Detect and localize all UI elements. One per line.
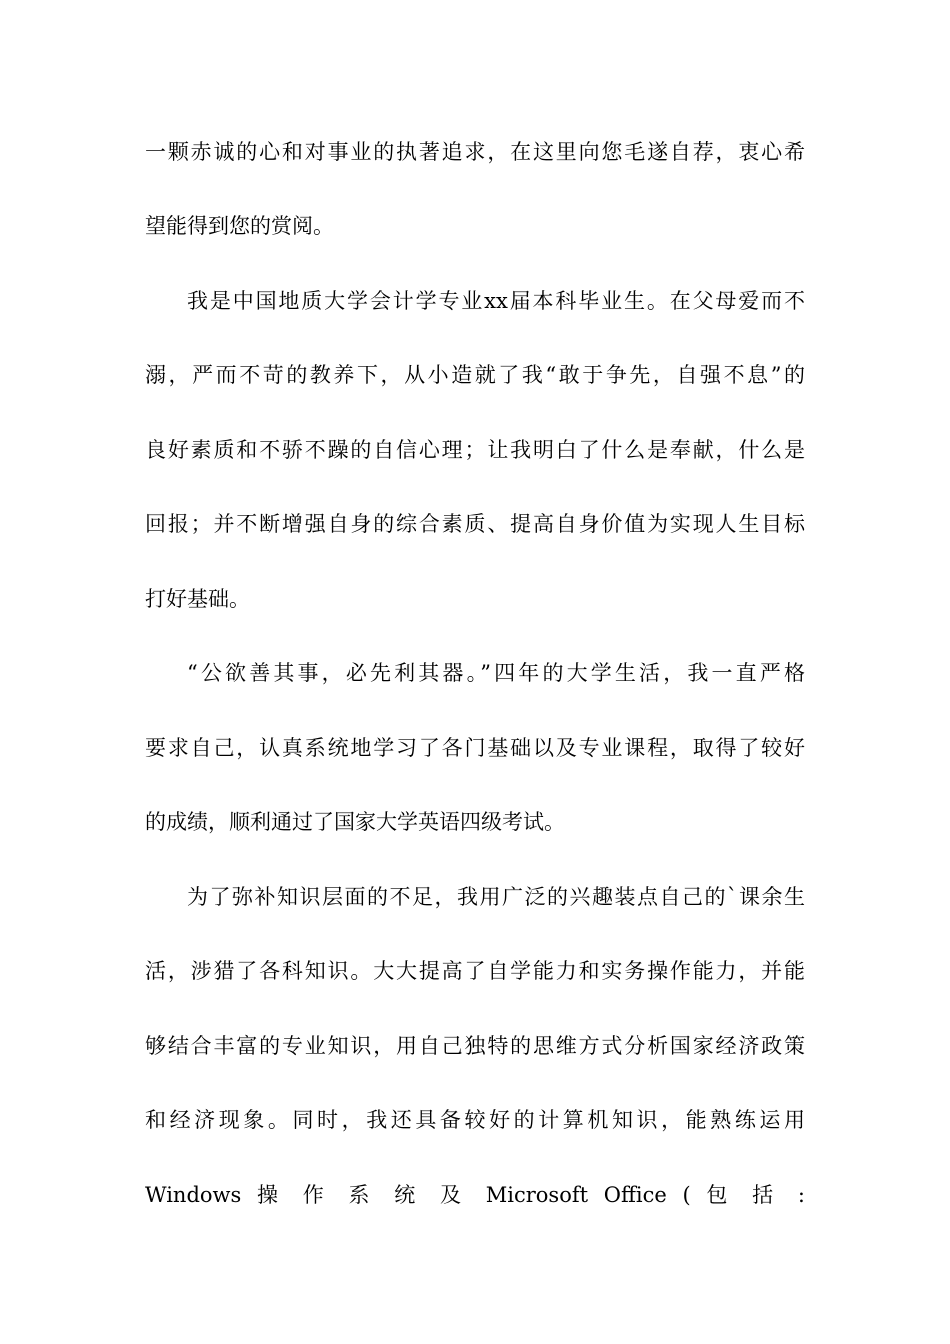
text-line: 打好基础。 [145,587,250,611]
text-line: 的成绩，顺利通过了国家大学英语四级考试。 [145,810,565,834]
text-line: 良好素质和不骄不躁的自信心理；让我明白了什么是奉献，什么是 [145,438,805,462]
text-line: 我是中国地质大学会计学专业xx届本科毕业生。在父母爱而不 [187,289,805,313]
text-line: 回报；并不断增强自身的综合素质、提高自身价值为实现人生目标 [145,512,805,536]
text-line: 溺，严而不苛的教养下，从小造就了我“敢于争先，自强不息”的 [145,363,805,387]
text-line: 为了弥补知识层面的不足，我用广泛的兴趣装点自己的`课余生 [187,885,805,909]
text-line: 望能得到您的赏阅。 [145,214,334,238]
text-line: 和经济现象。同时，我还具备较好的计算机知识，能熟练运用 [145,1108,805,1132]
text-line: 够结合丰富的专业知识，用自己独特的思维方式分析国家经济政策 [145,1034,805,1058]
text-line: 一颗赤诚的心和对事业的执著追求，在这里向您毛遂自荐，衷心希 [145,140,805,164]
text-line: 活，涉猎了各科知识。大大提高了自学能力和实务操作能力，并能 [145,959,805,983]
text-line: Windows 操 作 系 统 及 Microsoft Office ( 包 括 : [145,1183,805,1207]
text-line: “公欲善其事，必先利其器。”四年的大学生活，我一直严格 [187,661,805,685]
text-line: 要求自己，认真系统地学习了各门基础以及专业课程，取得了较好 [145,736,805,760]
